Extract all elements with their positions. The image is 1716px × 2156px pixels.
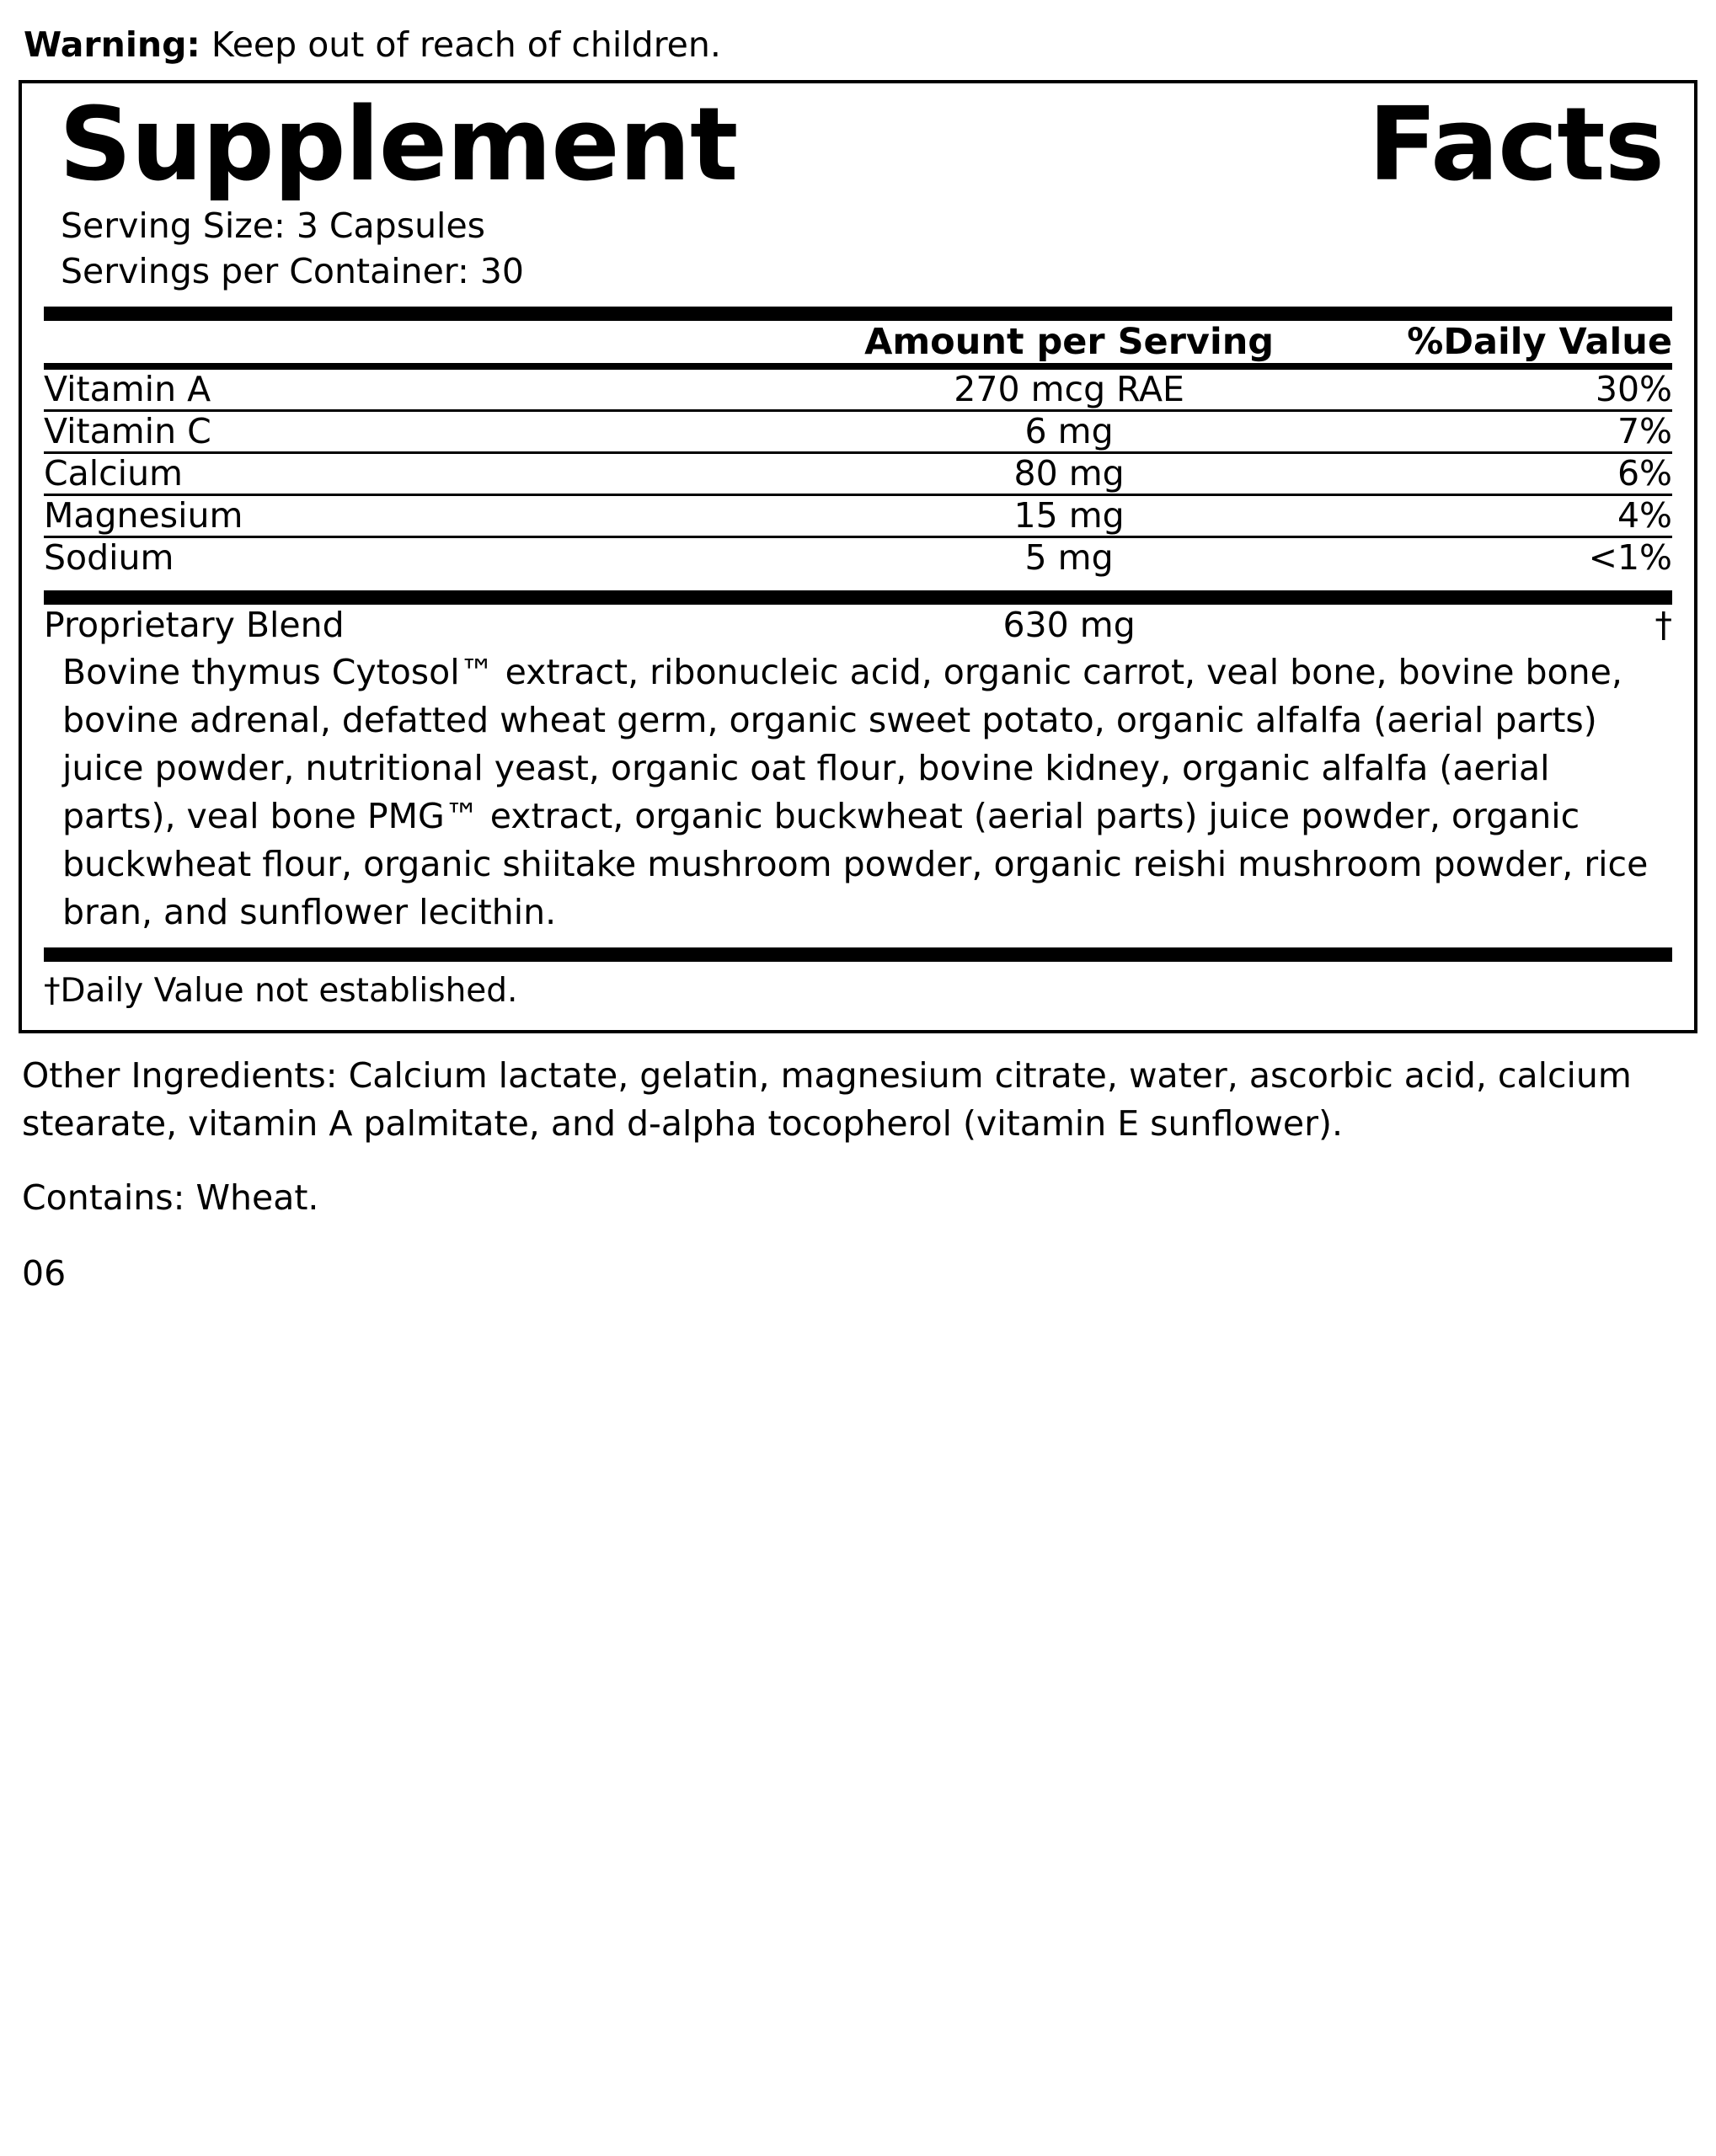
divider-above-blend [44,590,1672,605]
revision-code: 06 [22,1252,67,1294]
nutrient-dv: <1% [1588,537,1672,579]
warning-label: Warning: [24,24,200,65]
nutrient-dv: 4% [1617,495,1672,536]
nutrient-amount: 15 mg [1013,495,1125,536]
nutrient-dv: 6% [1617,453,1672,494]
contains-statement: Contains: Wheat. [22,1177,319,1219]
nutrient-amount: 5 mg [1024,537,1114,579]
header-daily-value: %Daily Value [1407,320,1672,363]
serving-size: Serving Size: 3 Capsules [61,205,486,246]
divider-under-header [44,363,1672,370]
table-row [44,538,1672,578]
proprietary-blend-table [44,605,1672,645]
table-row [44,412,1672,451]
daily-value-note: †Daily Value not established. [44,972,518,1011]
blend-name: Proprietary Blend [44,604,345,645]
blend-amount: 630 mg [1002,604,1136,645]
panel-title [59,87,1672,205]
blend-ingredients: Bovine thymus Cytosol™ extract, ribonucleic acid, organic carrot, veal bone, bovine bone, bovine adrenal, defatted wheat germ, organic sweet potato, organic alfalfa (aerial parts) juice powder, nutritional yeast, organic oat flour, bovine kidney, organic alfalfa (aerial parts), veal bone PMG™ extract, organic buckwheat (aerial parts) juice powder, organic buckwheat flour, organic shiitake mushroom powder, organic reishi mushroom powder, rice bran, and sunflower lecithin. [62,651,1649,932]
table-row [44,496,1672,536]
nutrient-amount: 6 mg [1024,411,1114,452]
divider-below-blend [44,947,1672,962]
header-nutrient [44,321,826,363]
blend-dv: † [1655,604,1672,645]
nutrient-name: Calcium [44,453,184,494]
servings-per-container: Servings per Container: 30 [61,251,524,292]
divider-thick-top [44,307,1672,321]
panel-title-facts: Facts [1368,87,1664,205]
nutrient-rows [44,370,1672,579]
table-row [44,370,1672,409]
table-row [44,605,1672,645]
supplement-facts-panel [19,80,1697,1033]
table-header-row [44,321,1672,363]
nutrient-name: Magnesium [44,495,243,536]
other-ingredients: Other Ingredients: Calcium lactate, gelatin, magnesium citrate, water, ascorbic acid, calcium stearate, vitamin A palmitate, and d-alpha tocopherol (vitamin E sunflower). [22,1055,1632,1144]
nutrition-table [44,321,1672,363]
nutrient-amount: 270 mcg RAE [954,368,1184,409]
nutrient-dv: 7% [1617,411,1672,452]
nutrient-name: Vitamin C [44,411,211,452]
panel-title-supplement: Supplement [59,87,738,205]
nutrient-name: Sodium [44,537,174,579]
warning-line [24,24,1697,67]
nutrient-name: Vitamin A [44,368,211,409]
warning-text: Keep out of reach of children. [200,24,721,65]
header-amount-per-serving: Amount per Serving [864,320,1275,363]
nutrient-amount: 80 mg [1013,453,1125,494]
nutrient-dv: 30% [1595,368,1672,409]
table-row [44,454,1672,494]
